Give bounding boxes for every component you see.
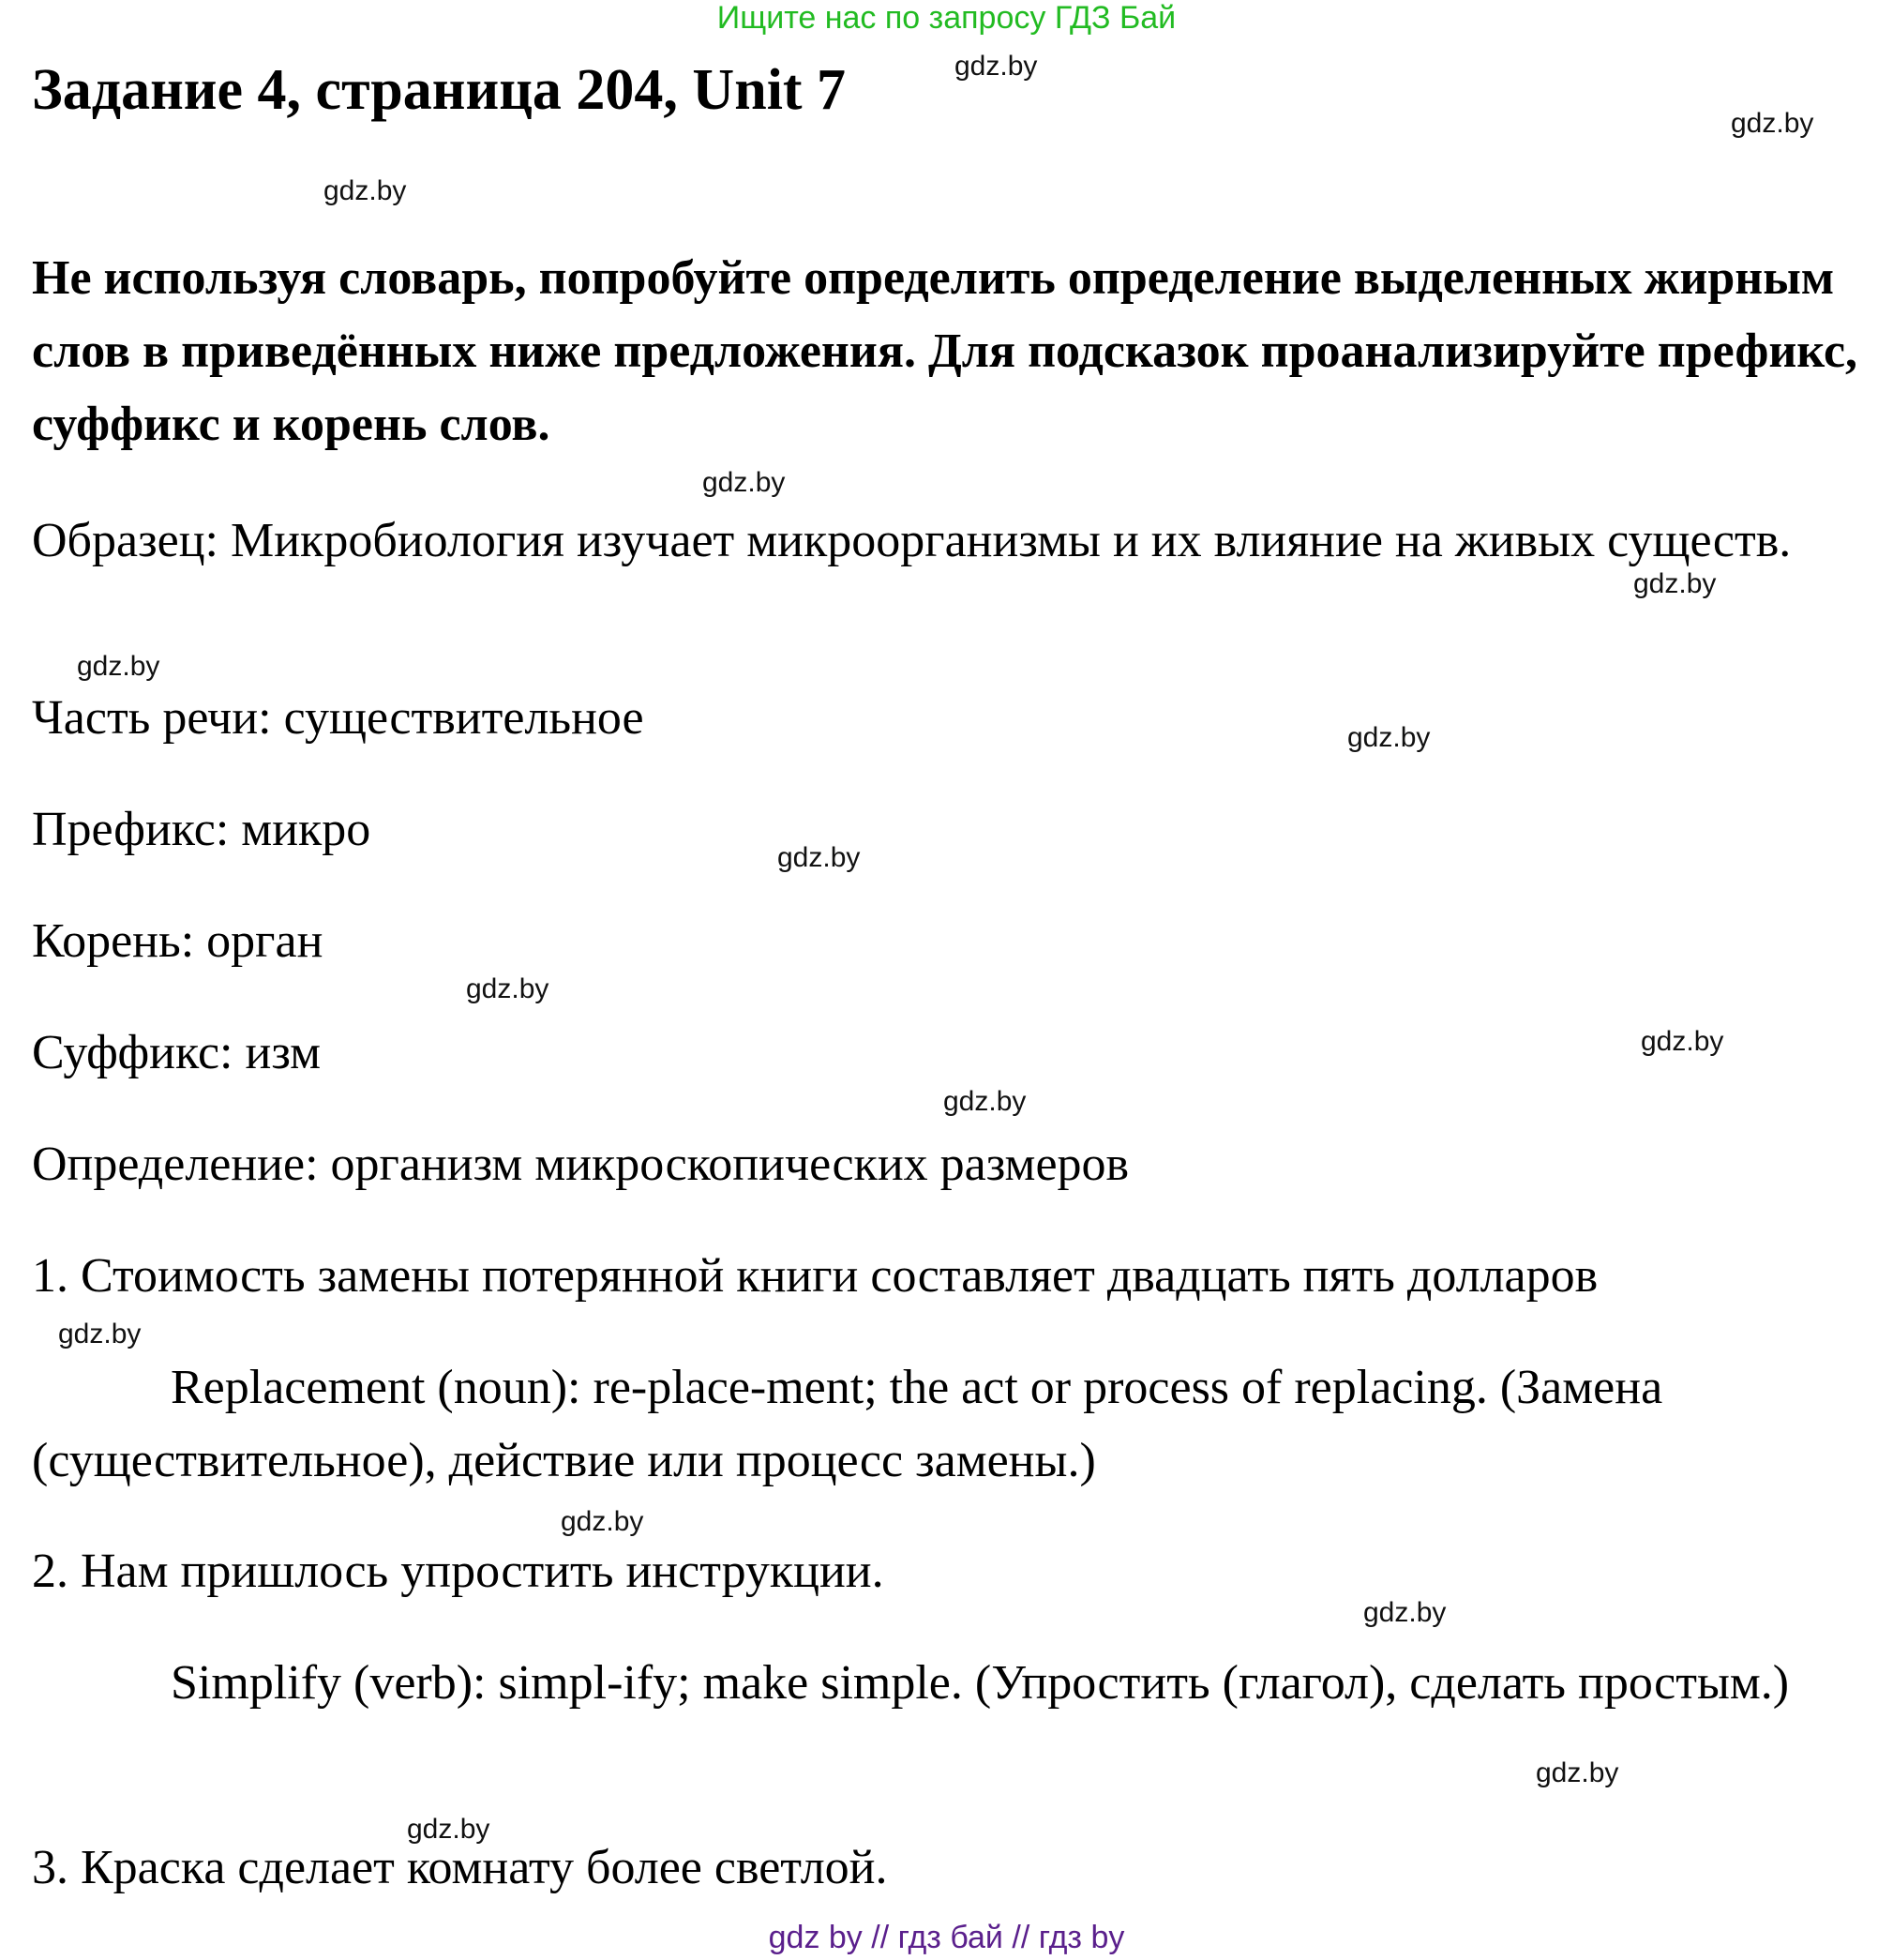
item-1-sentence: 1. Стоимость замены потерянной книги составляет двадцать пять долларов: [32, 1249, 1599, 1303]
watermark: gdz.by: [1731, 108, 1814, 139]
watermark: gdz.by: [954, 51, 1038, 82]
watermark: gdz.by: [1347, 722, 1431, 753]
item-2-sentence: 2. Нам пришлось упростить инструкции.: [32, 1545, 884, 1598]
watermark: gdz.by: [1536, 1757, 1619, 1788]
watermark: gdz.by: [561, 1506, 644, 1537]
item-3-sentence: 3. Краска сделает комнату более светлой.: [32, 1841, 888, 1894]
sample-definition: Определение: организм микроскопических размеров: [32, 1138, 1130, 1191]
watermark: gdz.by: [777, 842, 861, 873]
task-instructions: Не используя словарь, попробуйте определить определение выделенных жирным слов в приведённых ниже предложения. Для подсказок проанализируйте префикс, суффикс и корень слов.: [32, 251, 1858, 451]
watermark: gdz.by: [1633, 568, 1717, 599]
watermark: gdz.by: [323, 175, 407, 206]
item-2-answer: Simplify (verb): simpl-ify; make simple. (Упростить (глагол), сделать простым.): [171, 1656, 1790, 1710]
watermark: gdz.by: [466, 973, 549, 1004]
sample-root: Корень: орган: [32, 914, 323, 968]
watermark: gdz.by: [58, 1319, 142, 1349]
item-1-answer: Replacement (noun): re-place-ment; the act or process of replacing. (Замена (существительное), действие или процесс замены.): [32, 1361, 1663, 1487]
watermark: gdz.by: [702, 467, 786, 498]
sample-suffix: Суффикс: изм: [32, 1026, 322, 1079]
sample-prefix: Префикс: микро: [32, 803, 371, 856]
watermark: gdz.by: [407, 1814, 490, 1845]
top-banner: Ищите нас по запросу ГДЗ Бай: [716, 0, 1177, 36]
watermark: gdz.by: [1363, 1597, 1447, 1628]
watermark: gdz.by: [943, 1086, 1027, 1117]
watermark: gdz.by: [1641, 1026, 1724, 1057]
sample-part-of-speech: Часть речи: существительное: [32, 691, 644, 745]
page-title: Задание 4, страница 204, Unit 7: [32, 58, 847, 122]
footer-links: gdz by // гдз бай // гдз by: [768, 1920, 1125, 1955]
sample-sentence: Образец: Микробиология изучает микроорганизмы и их влияние на живых существ.: [32, 514, 1792, 567]
watermark: gdz.by: [77, 651, 160, 682]
